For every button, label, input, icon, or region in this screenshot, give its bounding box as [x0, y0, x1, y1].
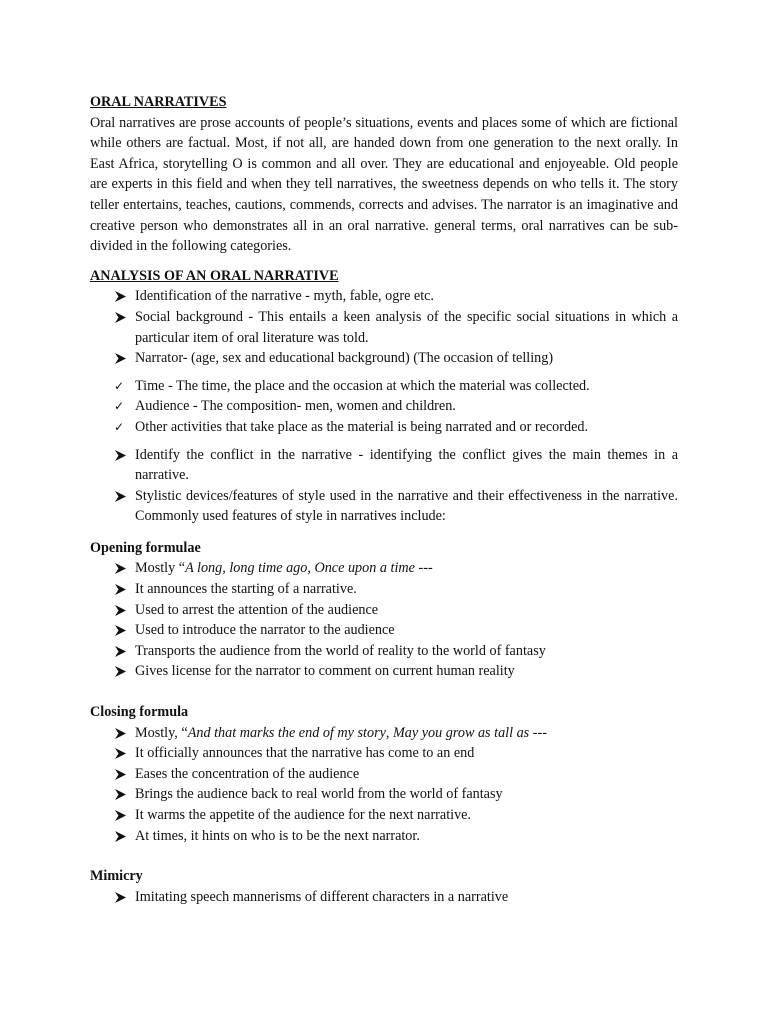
mimicry-list [90, 887, 678, 908]
checkmark-icon: ✓ [114, 378, 125, 393]
list-item: Imitating speech mannerisms of different characters in a narrative [114, 887, 678, 908]
list-item: Identification of the narrative - myth, fable, ogre etc. [114, 286, 678, 307]
list-item: ✓ Time - The time, the place and the occasion at which the material was collected. [114, 376, 678, 397]
list-item: Stylistic devices/features of style used in the narrative and their effectiveness in the narrative. Commonly used features of style in narratives include: [114, 486, 678, 527]
checkmark-icon: ✓ [114, 419, 125, 434]
analysis-list-1 [90, 286, 678, 368]
list-item: Mostly “A long, long time ago, Once upon a time --- [114, 558, 678, 579]
list-item: Narrator- (age, sex and educational background) (The occasion of telling) [114, 348, 678, 369]
opening-list [90, 558, 678, 682]
closing-heading: Closing formula [90, 704, 189, 721]
list-item: Gives license for the narrator to comment on current human reality [114, 661, 678, 682]
list-item: Identify the conflict in the narrative - identifying the conflict gives the main themes in a narrative. [114, 445, 678, 486]
mimicry-heading: Mimicry [90, 868, 143, 885]
list-item: Used to introduce the narrator to the audience [114, 620, 678, 641]
list-item: It warms the appetite of the audience for the next narrative. [114, 805, 678, 826]
opening-heading: Opening formulae [90, 539, 201, 556]
list-item: At times, it hints on who is to be the next narrator. [114, 826, 678, 847]
list-item: Brings the audience back to real world from the world of fantasy [114, 784, 678, 805]
analysis-checklist [90, 376, 678, 438]
document-title: ORAL NARRATIVES [90, 94, 227, 110]
list-item: Used to arrest the attention of the audience [114, 600, 678, 621]
list-item: ✓ Audience - The composition- men, women and children. [114, 396, 678, 417]
list-item: Social background - This entails a keen analysis of the specific social situations in which a particular item of oral literature was told. [114, 307, 678, 348]
list-item: Mostly, “And that marks the end of my story, May you grow as tall as --- [114, 723, 678, 744]
list-item: It officially announces that the narrative has come to an end [114, 743, 678, 764]
intro-paragraph: Oral narratives are prose accounts of people’s situations, events and places some of which are fictional while others are factual. Most, if not all, are handed down from one generation to the next orally. In East Africa, storytelling O is common and all over. They are educational and enjoyeable. Old people are experts in this field and when they tell narratives, the sweetness depends on who tells it. The story teller entertains, teaches, cautions, commends, corrects and advises. The narrator is an imaginative and creative person who demonstrates all in an oral narrative. general terms, oral narratives can be sub-divided in the following categories. [90, 114, 678, 255]
list-item: Transports the audience from the world of reality to the world of fantasy [114, 641, 678, 662]
list-item: Eases the concentration of the audience [114, 764, 678, 785]
list-item: It announces the starting of a narrative. [114, 579, 678, 600]
closing-list [90, 723, 678, 847]
analysis-list-2 [90, 445, 678, 527]
list-item: ✓ Other activities that take place as the material is being narrated and or recorded. [114, 417, 678, 438]
analysis-heading: ANALYSIS OF AN ORAL NARRATIVE [90, 267, 339, 284]
checkmark-icon: ✓ [114, 399, 125, 414]
